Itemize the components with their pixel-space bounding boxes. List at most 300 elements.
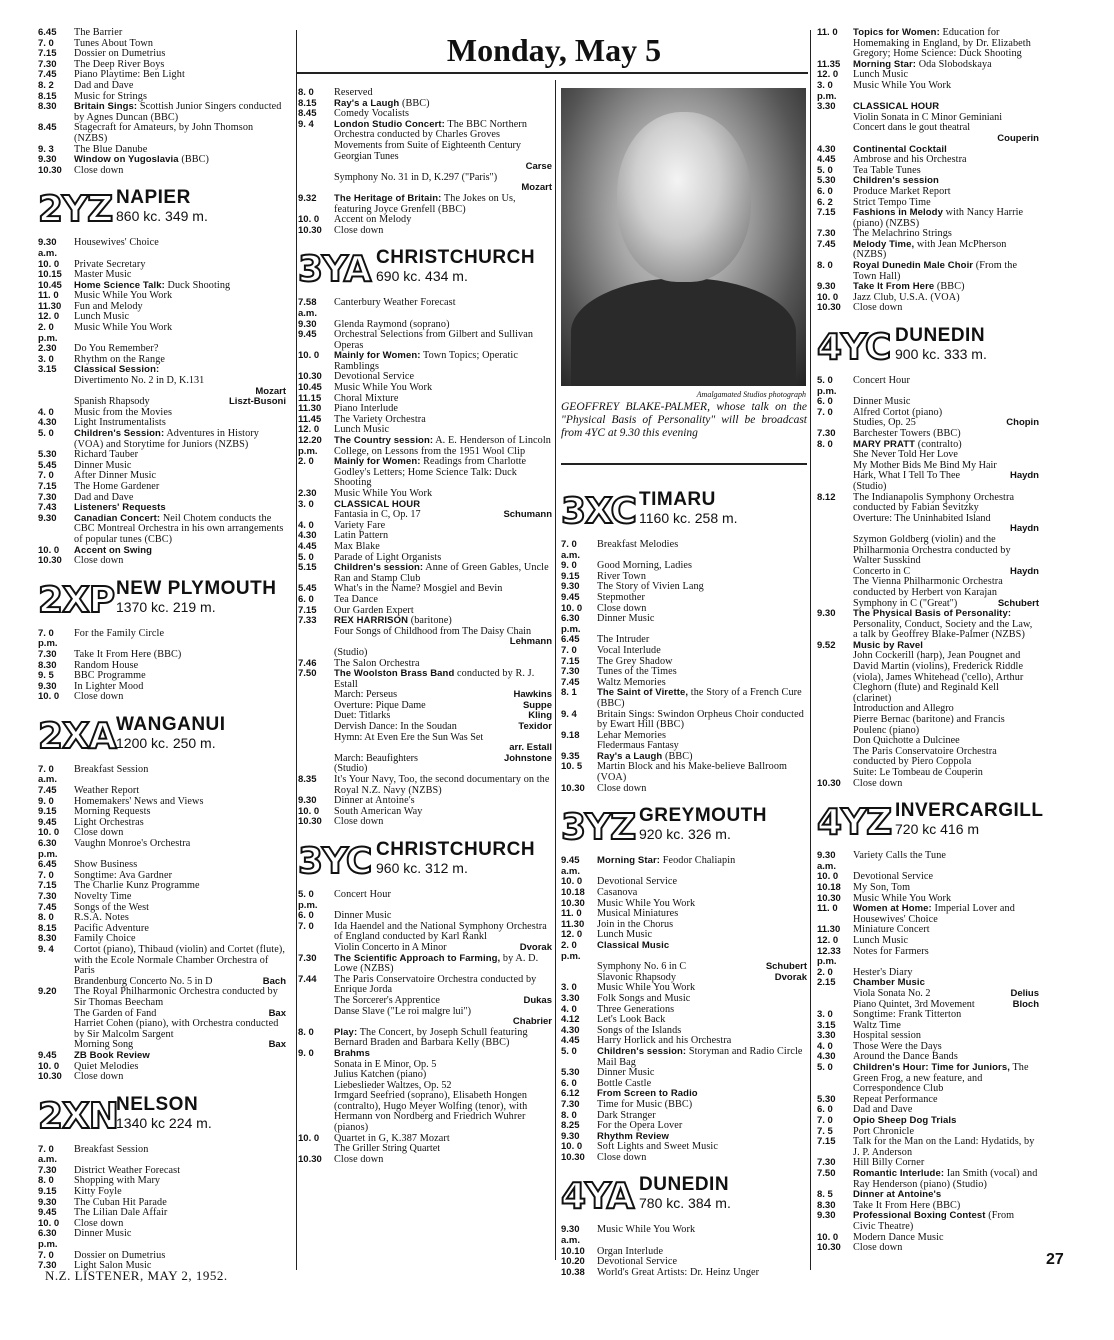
programme-time: 10. 0 bbox=[817, 1231, 839, 1243]
programme-detail: Overture: The Uninhabited Island bbox=[853, 512, 991, 524]
programme-description: Harry Horlick and his Orchestra bbox=[597, 1035, 732, 1047]
programme-time: 10.30 bbox=[38, 1071, 62, 1083]
work-composer: Schumann bbox=[503, 509, 552, 521]
station-header bbox=[561, 806, 807, 848]
work-composer: Bach bbox=[262, 975, 286, 987]
programme-time: 10.18 bbox=[817, 881, 841, 893]
station-frequency: 780 kc. 384 m. bbox=[639, 1195, 731, 1212]
programme-item bbox=[561, 614, 807, 635]
programme-time: 9.30 bbox=[817, 608, 836, 620]
programme-title: Mainly for Women: bbox=[334, 350, 421, 362]
listings-column-1 bbox=[38, 28, 286, 1272]
programme-item bbox=[817, 925, 1039, 936]
programme-time: 9.45 bbox=[38, 816, 57, 828]
programme-time: 10. 0 bbox=[38, 1217, 60, 1229]
programme-text bbox=[74, 1229, 286, 1240]
programme-description: Take It From Here (BBC) bbox=[853, 1199, 961, 1211]
station-city: DUNEDIN bbox=[639, 1174, 730, 1196]
programme-time: 12. 0 bbox=[817, 69, 839, 81]
programme-description: Light Orchestras bbox=[74, 816, 144, 828]
page-number: 27 bbox=[1046, 1251, 1064, 1268]
programme-text bbox=[74, 238, 286, 249]
programme-text bbox=[334, 975, 552, 996]
programme-text bbox=[334, 436, 552, 457]
programme-description: Join in the Chorus bbox=[597, 918, 674, 930]
programme-time: 3.30 bbox=[817, 1030, 836, 1042]
programme-description: Britain Sings: Swindon Orpheus Choir conducted by Ewart Hill (BBC) bbox=[597, 708, 804, 731]
programme-text bbox=[74, 945, 286, 977]
programme-description: Dinner Music bbox=[74, 459, 132, 471]
programme-text bbox=[597, 540, 807, 551]
programme-description: Quiet Melodies bbox=[74, 1060, 139, 1072]
programme-description: Concert Hour bbox=[853, 375, 910, 387]
programme-text bbox=[853, 1211, 1039, 1232]
station-frequency: 860 kc. 349 m. bbox=[116, 208, 208, 225]
programme-time: 8.45 bbox=[38, 122, 57, 134]
programme-time: 4.45 bbox=[298, 540, 317, 552]
programme-description: Music While You Work bbox=[74, 290, 173, 302]
programme-time: 6. 0 bbox=[298, 593, 314, 605]
programme-time: 7.45 bbox=[561, 676, 580, 688]
programme-time: 11.15 bbox=[298, 392, 322, 404]
programme-time: 6. 0 bbox=[298, 910, 314, 922]
programme-description: Quartet in G, K.387 Mozart bbox=[334, 1132, 450, 1144]
programme-title: Morning Star: bbox=[853, 58, 917, 70]
programme-time: 8.15 bbox=[38, 90, 57, 102]
programme-description: Miniature Concert bbox=[853, 924, 930, 936]
programme-time: 10.18 bbox=[561, 887, 585, 899]
programme-description: Soft Lights and Sweet Music bbox=[597, 1141, 718, 1153]
programme-description: Close down bbox=[853, 777, 903, 789]
programme-item bbox=[38, 166, 286, 177]
programme-item bbox=[38, 1145, 286, 1166]
programme-time: 4.45 bbox=[817, 154, 836, 166]
programme-time: 5.30 bbox=[561, 1067, 580, 1079]
programme-text bbox=[334, 1049, 552, 1060]
programme-description: Breakfast Session bbox=[74, 1143, 149, 1155]
programme-time: 4.30 bbox=[298, 530, 317, 542]
programme-time: 7.45 bbox=[38, 69, 57, 81]
column-divider bbox=[810, 30, 811, 1270]
listings-column-4 bbox=[817, 27, 1044, 1254]
programme-time: 11. 0 bbox=[817, 903, 838, 915]
programme-description: Readings from Charlotte Godley's Letters; Home Science Talk: Duck Shooting bbox=[334, 456, 527, 489]
programme-item bbox=[298, 298, 552, 319]
work-composer: arr. Estall bbox=[509, 742, 552, 754]
programme-description: The Paris Conservatoire Orchestra conducted by Enrique Jorda bbox=[334, 973, 537, 996]
page-title: Monday, May 5 bbox=[446, 32, 662, 68]
programme-description: (BBC) bbox=[181, 154, 209, 166]
programme-description: Orchestral Selections from Gilbert and Sullivan Operas bbox=[334, 329, 534, 351]
programme-description: Tea Dance bbox=[334, 593, 379, 605]
programme-title: The Scientific Approach to Farming, bbox=[334, 952, 501, 964]
programme-item bbox=[817, 715, 1039, 736]
programme-description: My Son, Tom bbox=[853, 881, 911, 893]
column-divider bbox=[555, 80, 556, 1260]
programme-description: Produce Market Report bbox=[853, 185, 951, 197]
programme-time: 6.12 bbox=[561, 1088, 580, 1100]
programme-description: World's Great Artists: Dr. Heinz Unger bbox=[597, 1266, 760, 1278]
programme-item bbox=[817, 1137, 1039, 1158]
programme-time: 5.30 bbox=[38, 449, 57, 461]
programme-description: Personality, Conduct, Society and the Law, a talk by Geoffrey Blake-Palmer (NZBS) bbox=[853, 618, 1033, 641]
programme-item bbox=[817, 376, 1039, 397]
programme-text bbox=[853, 609, 1039, 641]
programme-description: (From the Town Hall) bbox=[853, 260, 1018, 282]
programme-time: 12. 0 bbox=[298, 424, 320, 436]
programme-description: The Jokes on Us, featuring Joyce Grenfell (BBC) bbox=[334, 192, 516, 215]
programme-text bbox=[597, 710, 807, 731]
programme-description: Port Chronicle bbox=[853, 1125, 915, 1137]
programme-time: 9. 0 bbox=[561, 560, 577, 572]
programme-text bbox=[597, 784, 807, 795]
programme-item bbox=[298, 1028, 552, 1049]
programme-description: Max Blake bbox=[334, 540, 380, 552]
programme-text bbox=[334, 1028, 552, 1049]
programme-time: 9.45 bbox=[298, 329, 317, 341]
programme-text bbox=[597, 688, 807, 709]
work-composer: Mozart bbox=[521, 182, 552, 194]
programme-time: 8.25 bbox=[561, 1120, 580, 1132]
station-callsign: 3YA bbox=[298, 249, 371, 291]
programme-time: 10. 0 bbox=[298, 350, 320, 362]
programme-item bbox=[817, 1095, 1039, 1106]
programme-description: Lunch Music bbox=[853, 69, 909, 81]
programme-description: Variety Calls the Tune bbox=[853, 850, 947, 862]
programme-text bbox=[334, 954, 552, 975]
programme-time: 10.45 bbox=[38, 279, 62, 291]
programme-item bbox=[298, 954, 552, 975]
programme-time: 6.30 p.m. bbox=[561, 613, 581, 635]
programme-description: Close down bbox=[334, 224, 384, 236]
programme-item bbox=[817, 535, 1039, 567]
programme-time: 2. 0 p.m. bbox=[561, 940, 581, 962]
programme-description: Organ Interlude bbox=[597, 1245, 664, 1257]
programme-description: The Paris Conservatoire Orchestra conducted by Piero Coppola bbox=[853, 745, 997, 768]
programme-time: 9.45 a.m. bbox=[561, 855, 581, 877]
programme-description: Dinner Music bbox=[74, 1228, 132, 1240]
programme-description: Close down bbox=[597, 1151, 647, 1163]
programme-time: 9.35 bbox=[561, 750, 580, 762]
programme-description: Neil Chotem conducts the CBC Montreal Orchestra in his own arrangements of popular tunes (CBC) bbox=[74, 512, 284, 545]
top-rule-left bbox=[296, 30, 297, 1270]
programme-work bbox=[817, 989, 1039, 1000]
programme-item bbox=[817, 651, 1039, 704]
programme-title: Children's session: bbox=[597, 1045, 687, 1057]
programme-time: 7.30 bbox=[38, 891, 57, 902]
programme-time: 4.30 bbox=[817, 1051, 836, 1063]
programme-description: It's Your Navy, Too, the second documentary on the Royal N.Z. Navy (NZBS) bbox=[334, 774, 550, 796]
programme-item bbox=[298, 351, 552, 372]
programme-title: The Woolston Brass Band bbox=[334, 668, 455, 680]
programme-description: The Lilian Dale Affair bbox=[74, 1207, 168, 1219]
work-composer: Delius bbox=[1010, 987, 1039, 999]
programme-text bbox=[853, 303, 1039, 314]
programme-time: 11.45 bbox=[298, 413, 322, 425]
programme-time: 7.30 bbox=[561, 666, 580, 678]
programme-item bbox=[817, 747, 1039, 768]
programme-item bbox=[817, 904, 1039, 925]
programme-description: Weather Report bbox=[74, 785, 140, 797]
programme-time: 7.30 bbox=[817, 228, 836, 240]
work-title: Viola Sonata No. 2 bbox=[853, 987, 931, 999]
programme-description: (BBC) bbox=[401, 97, 430, 109]
programme-detail: (Studio) bbox=[334, 763, 368, 775]
programme-time: 9.52 bbox=[817, 639, 836, 651]
programme-title: Children's Session: bbox=[74, 428, 165, 439]
programme-text bbox=[853, 1243, 1039, 1254]
programme-description: Rhythm on the Range bbox=[74, 353, 166, 365]
programme-time: 10.30 bbox=[817, 892, 841, 904]
programme-description: Close down bbox=[853, 1242, 903, 1254]
programme-time: 7.15 bbox=[38, 880, 57, 892]
programme-time: 7.46 bbox=[298, 657, 317, 669]
programme-title: From Screen to Radio bbox=[597, 1088, 698, 1100]
listings-column-2 bbox=[298, 88, 552, 1165]
work-composer: Suppe bbox=[522, 699, 552, 711]
photo-caption: GEOFFREY BLAKE-PALMER, whose talk on the "Physical Basis of Personality" will be broadcast from 4YC at 9.30 this evening bbox=[561, 401, 807, 439]
programme-time: 8. 0 bbox=[298, 87, 314, 98]
programme-description: Dark Stranger bbox=[597, 1109, 656, 1121]
programme-item bbox=[817, 968, 1039, 979]
work-title: Overture: Pique Dame bbox=[334, 699, 426, 711]
programme-time: 9.15 bbox=[38, 806, 57, 818]
programme-time: 9.30 a.m. bbox=[38, 237, 58, 259]
programme-description: Show Business bbox=[74, 859, 138, 871]
programme-time: 7.30 bbox=[298, 952, 317, 964]
programme-time: 5.45 bbox=[38, 459, 57, 471]
programme-time: 9.30 bbox=[38, 680, 57, 692]
programme-time: 9.15 bbox=[561, 570, 580, 582]
programme-text bbox=[74, 514, 286, 546]
programme-description: The Intruder bbox=[597, 634, 650, 646]
work-title: Symphony No. 6 in C bbox=[597, 961, 687, 973]
programme-text bbox=[853, 240, 1039, 261]
programme-description: Music from the Movies bbox=[74, 406, 173, 418]
programme-description: A. E. Henderson of Lincoln College, on Lessons from the 1951 Wool Clip bbox=[334, 435, 551, 457]
programme-description: Variety Fare bbox=[334, 519, 386, 531]
programme-text bbox=[853, 81, 1039, 92]
programme-title: Take It From Here bbox=[853, 281, 935, 293]
programme-description: Private Secretary bbox=[74, 258, 146, 270]
station-callsign: 2YZ bbox=[38, 189, 113, 231]
programme-time: 2. 0 bbox=[817, 966, 833, 978]
programme-description: Lunch Music bbox=[853, 934, 909, 946]
programme-text bbox=[853, 208, 1039, 229]
programme-time: 7. 0 bbox=[561, 644, 577, 656]
programme-description: Adventures in History (VOA) and Storytime for Juniors (NZBS) bbox=[74, 428, 259, 450]
programme-detail: Violin Sonata in C Minor Geminiani bbox=[853, 111, 1003, 123]
programme-description: Talk for the Man on the Land: Hydatids, by J. P. Anderson bbox=[853, 1136, 1035, 1158]
programme-description: Canterbury Weather Forecast bbox=[334, 297, 456, 309]
programme-description: Music While You Work bbox=[853, 892, 952, 904]
work-title: Duet: Titlarks bbox=[334, 710, 391, 722]
programme-time: 5. 0 bbox=[817, 1062, 833, 1074]
programme-item bbox=[561, 1225, 807, 1246]
programme-description: Scottish Junior Singers conducted by Agnes Duncan (BBC) bbox=[74, 101, 282, 123]
programme-description: Glenda Raymond (soprano) bbox=[334, 318, 450, 330]
station-frequency: 1340 kc 224 m. bbox=[116, 1114, 212, 1131]
work-composer: Schubert bbox=[765, 961, 807, 973]
programme-description: (baritone) bbox=[410, 615, 452, 627]
programme-time: 10.30 bbox=[561, 1151, 585, 1163]
programme-text bbox=[74, 839, 286, 850]
programme-description: Irmgard Seefried (soprano), Elisabeth Hongen (contralto), Hugo Meyer Wolfing (tenor), with Hermann von Nordberg and Friedrich Wuhrer (pianos) bbox=[334, 1090, 528, 1134]
programme-time: 10. 0 bbox=[817, 291, 839, 303]
programme-text bbox=[74, 765, 286, 776]
programme-item bbox=[817, 779, 1039, 790]
programme-description: Master Music bbox=[74, 269, 132, 281]
programme-time: 7.50 bbox=[298, 668, 317, 680]
programme-title: The Saint of Virette, bbox=[597, 687, 689, 699]
programme-text bbox=[334, 330, 552, 351]
work-composer: Lehmann bbox=[509, 636, 552, 648]
programme-time: 5. 0 p.m. bbox=[298, 889, 318, 911]
programme-description: Devotional Service bbox=[334, 371, 415, 383]
programme-item bbox=[38, 692, 286, 703]
programme-description: The Charlie Kunz Programme bbox=[74, 880, 200, 892]
programme-description: Dinner Music bbox=[597, 613, 655, 625]
programme-time: 7.30 bbox=[38, 1164, 57, 1176]
programme-description: What's in the Name? Mosgiel and Bevin bbox=[334, 583, 503, 595]
programme-item bbox=[298, 890, 552, 911]
work-composer: Dvorak bbox=[519, 941, 552, 953]
programme-time: 8.12 bbox=[817, 491, 836, 503]
programme-item bbox=[817, 240, 1039, 261]
station-callsign: 2XN bbox=[38, 1095, 118, 1137]
programme-time: 7.33 bbox=[298, 615, 317, 627]
programme-text bbox=[853, 747, 1039, 768]
programme-description: Hill Billy Corner bbox=[853, 1157, 925, 1169]
programme-description: Dad and Dave bbox=[74, 79, 134, 91]
programme-time: 8. 0 bbox=[817, 438, 833, 450]
programme-title: Continental Cocktail bbox=[853, 143, 947, 155]
programme-time: 6.30 p.m. bbox=[38, 1228, 58, 1251]
programme-time: 7. 0 bbox=[298, 920, 314, 932]
programme-time: 8.30 bbox=[38, 659, 57, 671]
programme-time: 9.30 bbox=[38, 1196, 57, 1208]
station-callsign: 4YC bbox=[817, 327, 891, 369]
programme-time: 4.45 bbox=[561, 1035, 580, 1047]
programme-time: 9.30 bbox=[817, 1210, 836, 1222]
programme-time: 4. 0 bbox=[38, 406, 54, 418]
programme-time: 4.12 bbox=[561, 1014, 580, 1026]
programme-time: 6. 0 bbox=[817, 185, 833, 197]
programme-time: 7.44 bbox=[298, 973, 317, 985]
programme-description: The Blue Danube bbox=[74, 143, 148, 155]
programme-description: Good Morning, Ladies bbox=[597, 560, 693, 572]
programme-description: Waltz Time bbox=[853, 1019, 902, 1031]
programme-detail: Movements from Suite of Eighteenth Century Georgian Tunes bbox=[334, 139, 522, 162]
work-composer: Chabrier bbox=[512, 1016, 552, 1028]
programme-text bbox=[334, 922, 552, 943]
programme-item bbox=[38, 556, 286, 567]
programme-time: 10.15 bbox=[38, 269, 62, 281]
programme-description: Tea Table Tunes bbox=[853, 164, 921, 176]
station-frequency: 690 kc. 434 m. bbox=[376, 268, 468, 285]
programme-text bbox=[853, 577, 1039, 598]
programme-time: 10.30 bbox=[298, 224, 322, 236]
programme-detail: Sonata in E Minor, Op. 5 bbox=[334, 1058, 437, 1070]
programme-time: 7. 0 a.m. bbox=[38, 763, 58, 786]
programme-description: Take It From Here (BBC) bbox=[74, 648, 182, 660]
programme-time: 8. 0 bbox=[38, 1175, 54, 1187]
programme-time: 4. 0 bbox=[561, 1003, 577, 1015]
programme-text bbox=[74, 323, 286, 334]
programme-description: with Nancy Harrie (piano) (NZBS) bbox=[853, 207, 1024, 229]
programme-text bbox=[853, 1137, 1039, 1158]
programme-description: Hester's Diary bbox=[853, 966, 913, 978]
programme-time: 9. 3 bbox=[38, 143, 54, 155]
work-composer: Hawkins bbox=[513, 689, 552, 701]
work-title: Dervish Dance: In the Soudan bbox=[334, 721, 457, 733]
programme-title: Children's Hour: Time for Juniors, bbox=[853, 1062, 1010, 1074]
programme-time: 6. 0 bbox=[817, 396, 833, 408]
programme-time: 7. 0 bbox=[38, 37, 54, 49]
programme-time: 10.30 bbox=[298, 1153, 322, 1165]
programme-title: Home Science Talk: bbox=[74, 279, 165, 291]
programme-description: Musical Miniatures bbox=[597, 908, 679, 920]
programme-description: Those Were the Days bbox=[853, 1040, 942, 1052]
programme-time: 9.30 bbox=[561, 581, 580, 593]
programme-text bbox=[597, 614, 807, 625]
programme-time: 9.20 bbox=[38, 986, 57, 998]
programme-description: Close down bbox=[334, 1153, 384, 1165]
station-city: CHRISTCHURCH bbox=[376, 247, 536, 269]
header-rule bbox=[296, 72, 808, 74]
programme-time: 5.15 bbox=[298, 562, 317, 574]
programme-detail: Concert dans le gout theatral bbox=[853, 122, 971, 134]
programme-title: Opio Sheep Dog Trials bbox=[853, 1115, 957, 1127]
station-callsign: 4YA bbox=[561, 1176, 634, 1218]
programme-text bbox=[334, 226, 552, 237]
programme-item bbox=[817, 872, 1039, 883]
programme-item bbox=[817, 851, 1039, 872]
programme-title: Canadian Concert: bbox=[74, 512, 161, 524]
programme-item bbox=[298, 1049, 552, 1060]
programme-description: Vaughn Monroe's Orchestra bbox=[74, 838, 191, 850]
programme-description: Alfred Cortot (piano) bbox=[853, 406, 943, 418]
programme-time: 10. 0 bbox=[817, 871, 839, 883]
programme-title: Rhythm Review bbox=[597, 1130, 670, 1142]
work-title: Symphony in C ("Great") bbox=[853, 597, 958, 609]
work-composer: Couperin bbox=[997, 132, 1039, 144]
station-header bbox=[38, 1095, 286, 1137]
programme-title: Royal Dunedin Male Choir bbox=[853, 260, 974, 272]
programme-text bbox=[597, 1047, 807, 1068]
programme-description: Songtime: Frank Titterton bbox=[853, 1009, 962, 1021]
programme-time: 2. 0 p.m. bbox=[38, 322, 58, 344]
station-callsign: 2XP bbox=[38, 579, 115, 621]
programme-description: Around the Dance Bands bbox=[853, 1051, 958, 1063]
programme-description: Ian Smith (vocal) and Ray Henderson (piano) (Studio) bbox=[853, 1168, 1038, 1190]
programme-text bbox=[74, 1019, 286, 1040]
programme-text bbox=[74, 123, 286, 144]
programme-detail: (Studio) bbox=[334, 646, 368, 658]
programme-title: Ray's a Laugh bbox=[334, 97, 400, 109]
programme-title: Brahms bbox=[334, 1047, 370, 1059]
programme-time: 10.30 bbox=[561, 897, 585, 909]
programme-title: Fashions in Melody bbox=[853, 207, 943, 219]
work-composer: Haydn bbox=[1009, 470, 1039, 482]
programme-time: 7.45 bbox=[38, 901, 57, 913]
programme-item bbox=[561, 856, 807, 877]
programme-description: Time for Music (BBC) bbox=[597, 1098, 693, 1110]
programme-description: Feodor Chaliapin bbox=[662, 855, 736, 867]
programme-description: Piano Playtime: Ben Light bbox=[74, 69, 185, 81]
programme-item bbox=[298, 1091, 552, 1133]
programme-title: ZB Book Review bbox=[74, 1049, 150, 1061]
